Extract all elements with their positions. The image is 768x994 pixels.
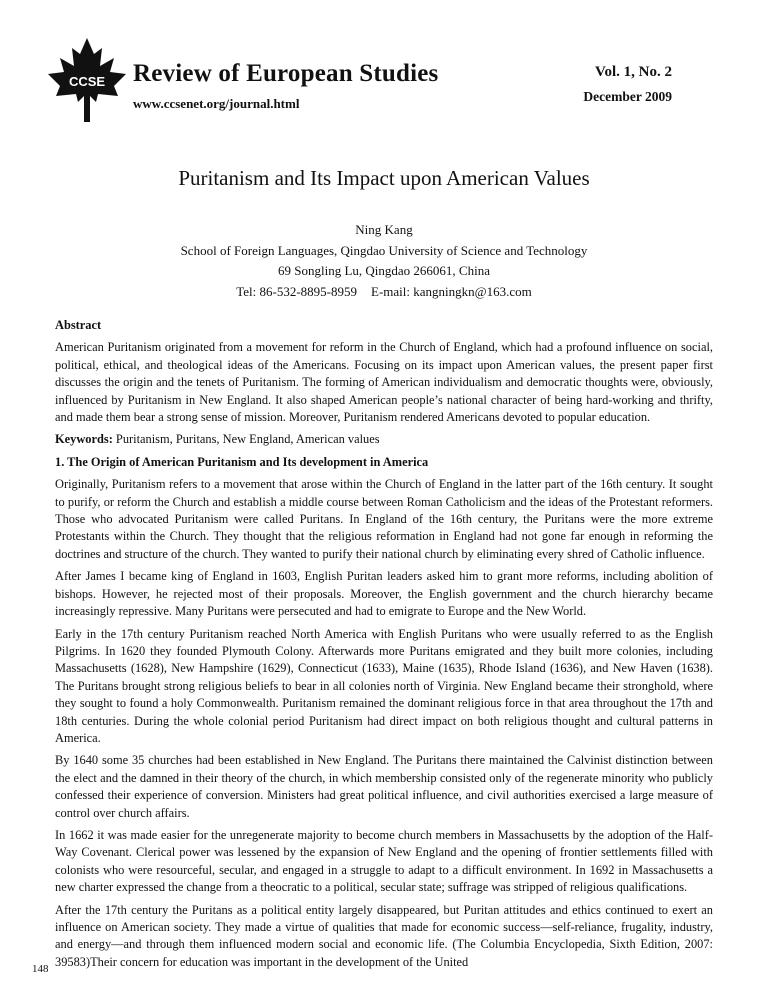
author-block	[0, 220, 768, 302]
section-1-heading: 1. The Origin of American Puritanism and Its development in America	[55, 454, 429, 469]
abstract-heading: Abstract	[55, 318, 102, 332]
paragraph: After the 17th century the Puritans as a political entity largely disappeared, but Puritan attitudes and ethics continued to exert an influence on American society. They made a virtue of qualities that made for economic success—self-reliance, frugality, industry, and energy—and through them influenced modern social and economic life. (The Columbia Encyclopedia, Sixth Edition, 2007: 39583)Their concern for education was important in the development of the United	[55, 902, 713, 969]
keywords	[55, 431, 713, 448]
journal-title: Review of European Studies	[133, 60, 439, 87]
paragraph: Originally, Puritanism refers to a movement that arose within the Church of England in the latter part of the 16th century. It sought to purify, or reform the Church and establish a middle course between Roman Catholicism and the ideas of the Protestant reformers. Those who advocated Puritanism were called Puritans. In England of the 16th century, the Puritans were the more extreme Protestants within the Church. They thought that the religious reformation in England had not gone far enough in reforming the doctrines and structure of the church. They wanted to purify their national church by eliminating every shred of Catholic influence.	[55, 477, 713, 561]
author-contact	[0, 282, 768, 303]
abstract-text: American Puritanism originated from a movement for reform in the Church of England, which had a profound influence on social, political, ethical, and theological ideas of the Americans. Focusing on its impact upon American values, the present paper first discusses the origin and the tenets of Puritanism. The forming of American individualism and democratic thoughts were, obviously, influenced by Puritanism in New England. It also shaped American people’s national character of being hard-working and thrifty, and made them bear a strong sense of mission. Moreover, Puritanism rendered Americans devoted to popular education.	[55, 340, 713, 425]
ccse-maple-leaf-logo	[46, 36, 128, 122]
paragraph: After James I became king of England in 1603, English Puritan leaders asked him to grant more reforms, including abolition of bishops. However, he rejected most of their proposals. Moreover, the English government and the church hierarchy became increasingly repressive. Many Puritans were persecuted and had to emigrate to Europe and the New World.	[55, 569, 713, 619]
paragraph: By 1640 some 35 churches had been established in New England. The Puritans there maintained the Calvinist distinction between the elect and the damned in their theory of the church, in which membership consisted only of the regenerate minority who publicly confessed their experience of conversion. Ministers had great political influence, and civil authorities exercised a large measure of control over church affairs.	[55, 753, 713, 820]
issue-date: December 2009	[583, 89, 672, 104]
author-tel: Tel: 86-532-8895-8959	[236, 283, 358, 299]
svg-text:CCSE: CCSE	[68, 74, 106, 89]
volume-issue: Vol. 1, No. 2	[595, 64, 672, 80]
paragraph: Early in the 17th century Puritanism reached North America with English Puritans who were usually referred to as the English Pilgrims. In 1620 they founded Plymouth Colony. Afterwards more Puritans emigrated and they built more colonies, including Massachusetts (1628), New Hampshire (1629), Connecticut (1633), Maine (1635), Rhode Island (1636), and New Haven (1638). The Puritans brought strong religious beliefs to bear in all colonies north of Virginia. New England became their stronghold, where they sought to found a holy Commonwealth. Puritanism remained the dominant religious force in that area throughout the 17th and 18th centuries. During the whole colonial period Puritanism had direct impact on both religious thought and cultural patterns in America.	[55, 626, 713, 745]
journal-header	[0, 0, 768, 130]
paragraph: In 1662 it was made easier for the unregenerate majority to become church members in Massachusetts by the adoption of the Half-Way Covenant. Clerical power was lessened by the expansion of New England and the opening of frontier settlements filled with colonists who were resourceful, secular, and engaged in a struggle to adapt to a difficult environment. In 1692 in Massachusetts a new charter expressed the change from a theocratic to a political, secular state; suffrage was stripped of religious qualifications.	[55, 827, 713, 895]
journal-url[interactable]: www.ccsenet.org/journal.html	[133, 96, 300, 111]
article-body	[55, 317, 713, 976]
author-name: Ning Kang	[355, 222, 413, 237]
article-title: Puritanism and Its Impact upon American Values	[178, 166, 590, 190]
author-address: 69 Songling Lu, Qingdao 266061, China	[278, 263, 490, 278]
author-affiliation: School of Foreign Languages, Qingdao University of Science and Technology	[180, 242, 588, 258]
page-number: 148	[32, 963, 49, 975]
keywords-text: Puritanism, Puritans, New England, American values	[112, 432, 380, 447]
author-email[interactable]: E-mail: kangningkn@163.com	[371, 283, 532, 299]
keywords-label: Keywords:	[55, 432, 113, 447]
